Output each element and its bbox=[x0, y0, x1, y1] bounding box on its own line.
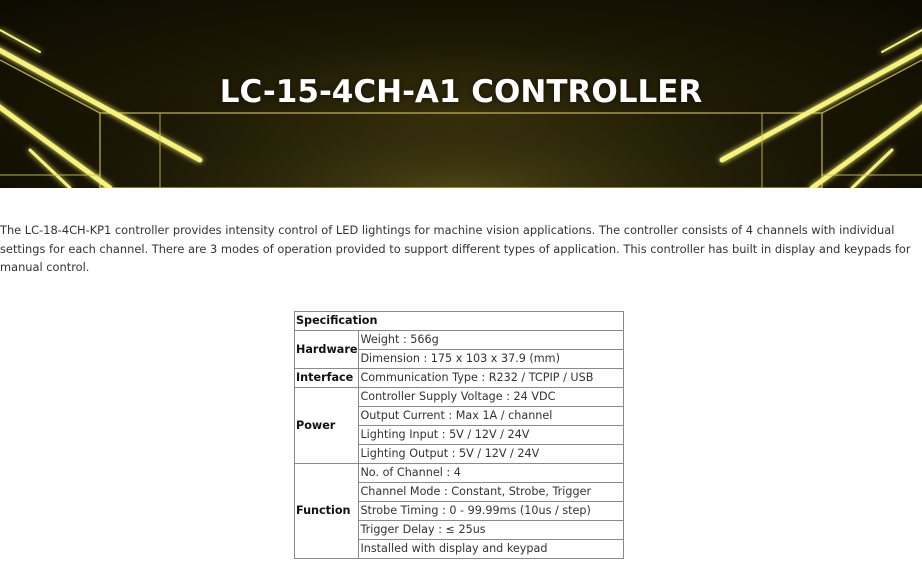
category-power: Power bbox=[295, 388, 359, 464]
table-row bbox=[295, 464, 624, 483]
spec-value: Communication Type : R232 / TCPIP / USB bbox=[359, 369, 624, 388]
spec-value: Dimension : 175 x 103 x 37.9 (mm) bbox=[359, 350, 624, 369]
table-row bbox=[295, 388, 624, 407]
spec-value: Lighting Output : 5V / 12V / 24V bbox=[359, 445, 624, 464]
table-row bbox=[295, 312, 624, 331]
category-function: Function bbox=[295, 464, 359, 559]
table-row bbox=[295, 369, 624, 388]
spec-value: No. of Channel : 4 bbox=[359, 464, 624, 483]
category-interface: Interface bbox=[295, 369, 359, 388]
spec-value: Controller Supply Voltage : 24 VDC bbox=[359, 388, 624, 407]
spec-value: Weight : 566g bbox=[359, 331, 624, 350]
spec-value: Trigger Delay : ≤ 25us bbox=[359, 521, 624, 540]
spec-value: Installed with display and keypad bbox=[359, 540, 624, 559]
page-title: LC-15-4CH-A1 CONTROLLER bbox=[219, 74, 703, 110]
hero-banner bbox=[0, 0, 922, 188]
category-hardware: Hardware bbox=[295, 331, 359, 369]
intro-paragraph: The LC-18-4CH-KP1 controller provides intensity control of LED lightings for machine vision applications. The controller consists of 4 channels with individual settings for each channel. There are 3 modes of operation provided to support different types of application. This controller has built in display and keypads for manual control. bbox=[0, 223, 911, 274]
spec-value: Strobe Timing : 0 - 99.99ms (10us / step) bbox=[359, 502, 624, 521]
specification-header: Specification bbox=[295, 312, 624, 331]
specification-table bbox=[294, 311, 624, 559]
spec-value: Lighting Input : 5V / 12V / 24V bbox=[359, 426, 624, 445]
spec-value: Channel Mode : Constant, Strobe, Trigger bbox=[359, 483, 624, 502]
spec-value: Output Current : Max 1A / channel bbox=[359, 407, 624, 426]
table-row bbox=[295, 331, 624, 350]
